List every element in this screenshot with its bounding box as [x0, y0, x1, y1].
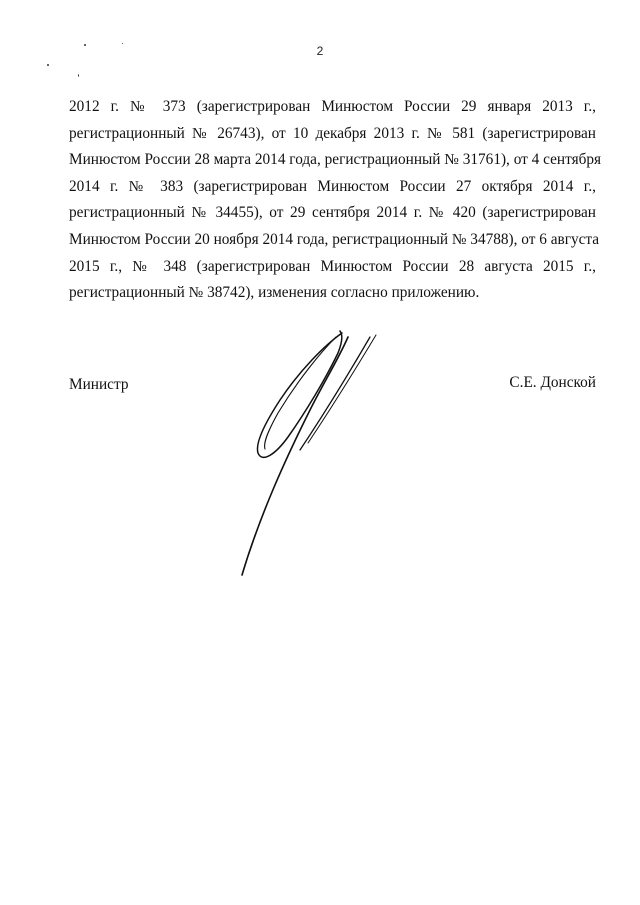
body-line: регистрационный № 26743), от 10 декабря 2013 г. № 581 (зарегистрирован	[69, 124, 596, 142]
body-line: регистрационный № 38742), изменения согласно приложению.	[69, 284, 480, 302]
body-line: Минюстом России 28 марта 2014 года, регистрационный № 31761), от 4 сентября	[69, 151, 602, 169]
scan-speck	[47, 64, 49, 66]
body-line: 2015 г., № 348 (зарегистрирован Минюстом России 28 августа 2015 г.,	[69, 257, 596, 275]
signatory-name: С.Е. Донской	[509, 374, 596, 391]
signatory-title: Министр	[69, 376, 129, 393]
body-line: 2014 г. № 383 (зарегистрирован Минюстом России 27 октября 2014 г.,	[69, 177, 596, 195]
body-line: 2012 г. № 373 (зарегистрирован Минюстом России 29 января 2013 г.,	[69, 98, 596, 115]
scan-speck	[78, 74, 79, 77]
handwritten-signature	[230, 325, 390, 585]
body-paragraph	[69, 94, 602, 307]
body-line: регистрационный № 34455), от 29 сентября 2014 г. № 420 (зарегистрирован	[69, 204, 596, 222]
page-number: 2	[316, 44, 324, 58]
body-line: Минюстом России 20 ноября 2014 года, регистрационный № 34788), от 6 августа	[69, 230, 600, 248]
